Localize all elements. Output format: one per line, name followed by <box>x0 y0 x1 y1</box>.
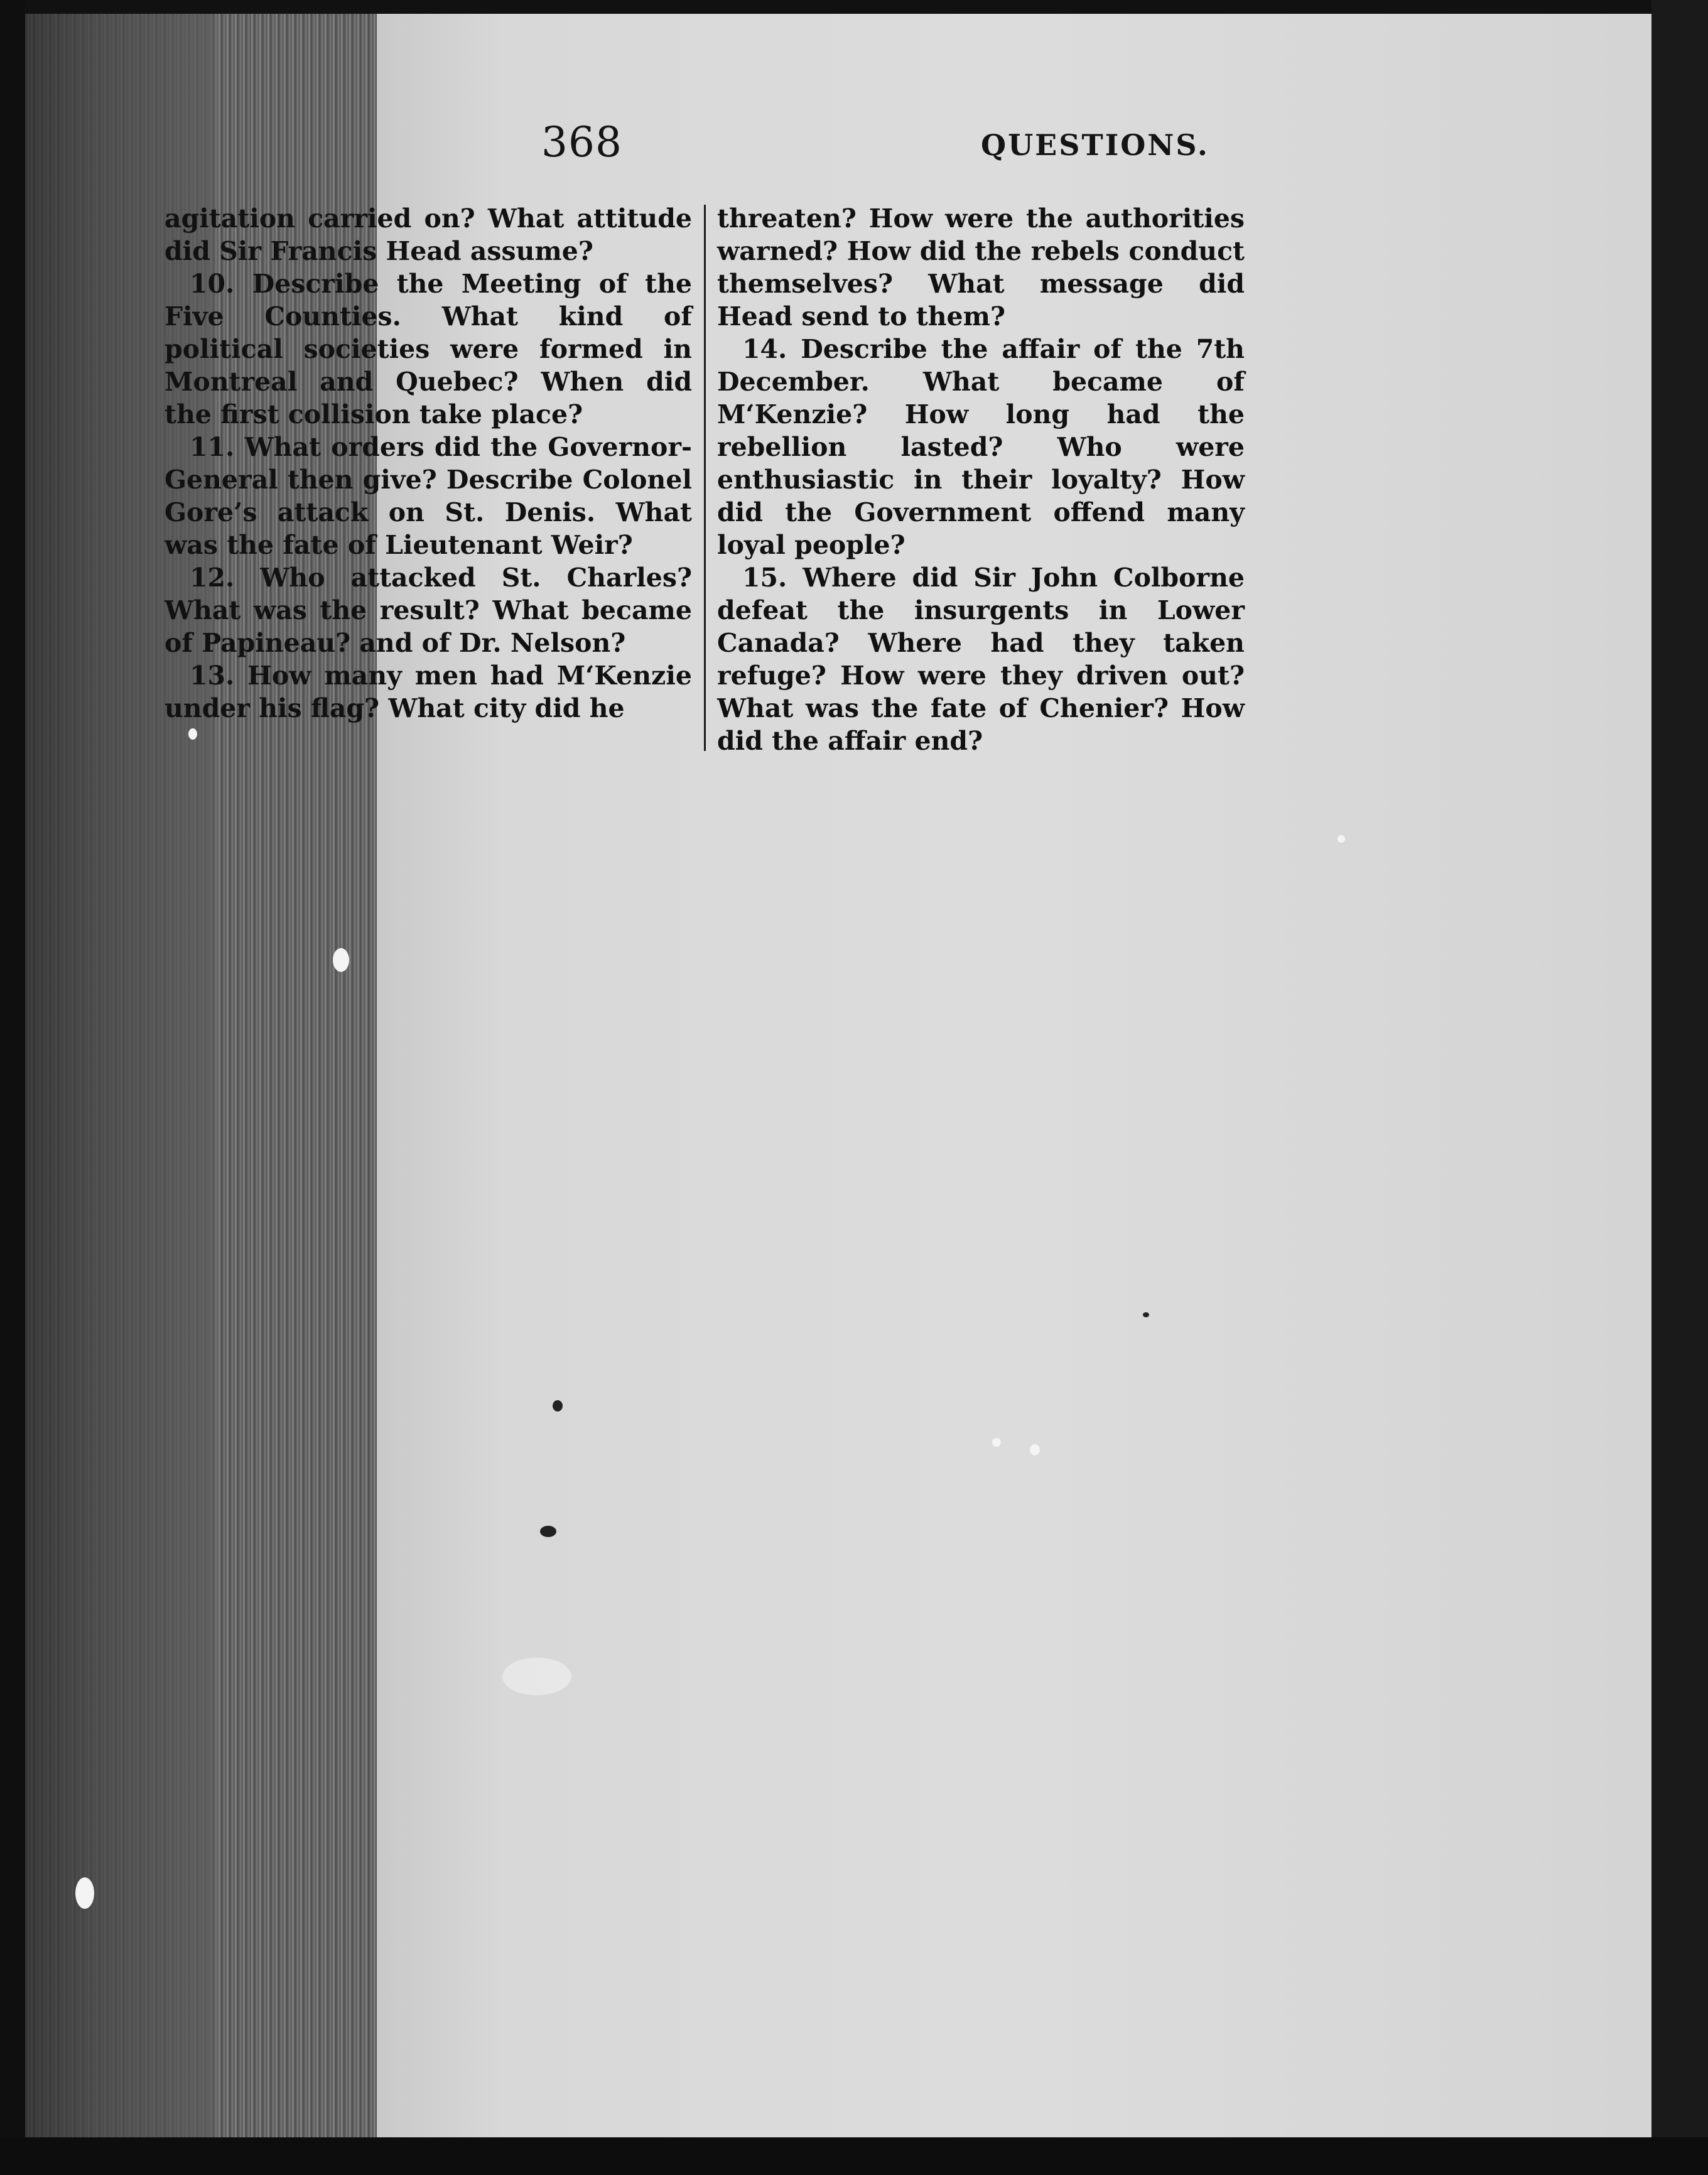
paragraph-continuation: threaten? How were the authorities warned? How did the rebels conduct themselves? What message did Head send to them? <box>717 203 1245 332</box>
scan-speck <box>540 1526 556 1537</box>
page-header <box>541 118 1589 187</box>
scan-frame-bottom <box>0 2137 1708 2175</box>
scan-frame-top <box>0 0 1708 14</box>
scan-speck <box>188 728 197 740</box>
scan-frame-left <box>0 0 25 2175</box>
column-divider <box>704 205 706 751</box>
question-12: 12. Who attacked St. Charles? What was the result? What became of Papineau? and of Dr. Nelson? <box>165 563 692 658</box>
question-14: 14. Describe the affair of the 7th December. What became of M‘Kenzie? How long had the rebellion lasted? Who were enthusiastic in their loyalty? How did the Government offend many loyal people? <box>717 334 1245 560</box>
scan-speck <box>1030 1444 1040 1455</box>
scan-speck <box>502 1658 571 1695</box>
page-number: 368 <box>541 118 622 166</box>
scan-speck <box>1143 1312 1149 1317</box>
scan-speck <box>1338 835 1345 843</box>
left-column <box>165 202 692 725</box>
running-head: QUESTIONS. <box>981 128 1209 162</box>
question-15: 15. Where did Sir John Colborne defeat the insurgents in Lower Canada? Where had they taken refuge? How were they driven out? What was the fate of Chenier? How did the affair end? <box>717 563 1245 756</box>
question-13: 13. How many men had M‘Kenzie under his flag? What city did he <box>165 661 692 723</box>
scan-speck <box>75 1877 94 1909</box>
question-11: 11. What orders did the Governor-General then give? Describe Colonel Gore’s attack on St. Denis. What was the fate of Lieutenant Weir? <box>165 432 692 560</box>
scan-frame-right <box>1651 0 1708 2175</box>
paragraph-continuation: agitation carried on? What attitude did Sir Francis Head assume? <box>165 203 692 266</box>
scan-speck <box>992 1438 1001 1447</box>
scan-speck <box>553 1400 563 1411</box>
question-10: 10. Describe the Meeting of the Five Counties. What kind of political societies were formed in Montreal and Quebec? When did the first collision take place? <box>165 269 692 429</box>
right-column <box>717 202 1245 757</box>
scan-speck <box>333 948 349 972</box>
